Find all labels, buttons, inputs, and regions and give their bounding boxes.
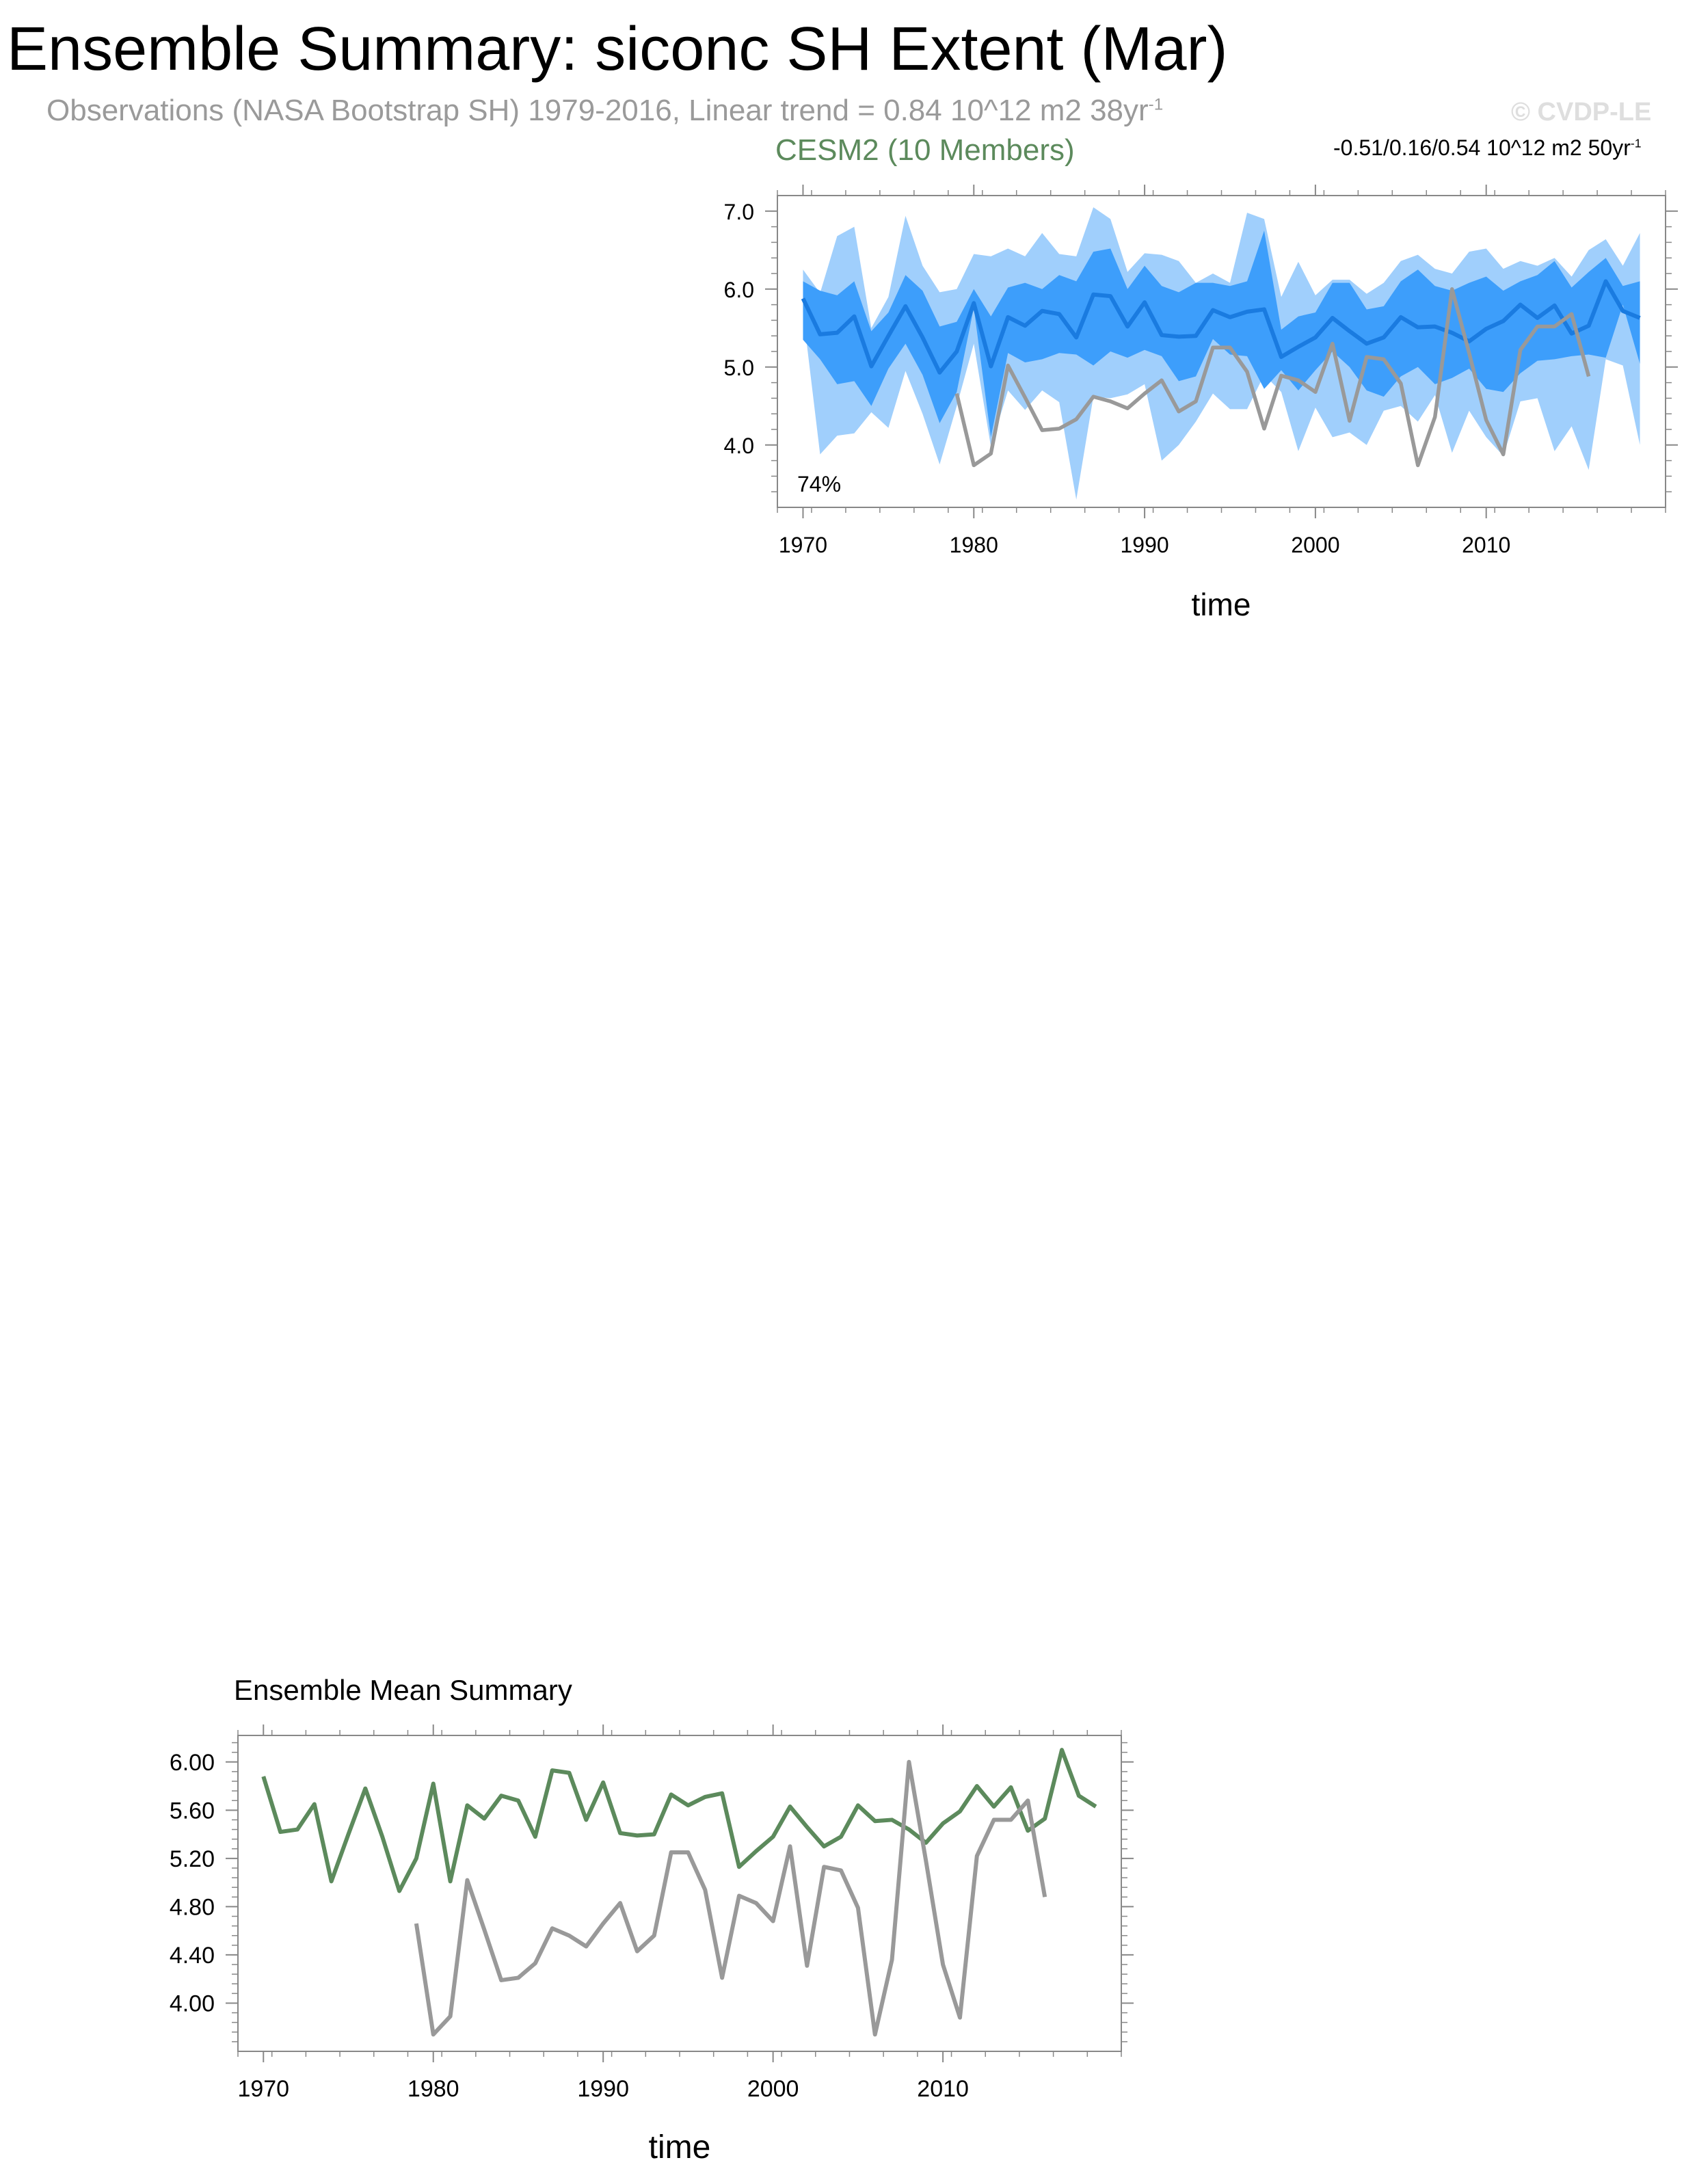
trend-range-text: -0.51/0.16/0.54 10^12 m2 50yr	[1333, 135, 1631, 160]
x-tick-label: 1970	[237, 2076, 290, 2102]
y-tick-label: 4.80	[169, 1894, 215, 1921]
x-tick-label: 1990	[1120, 533, 1169, 557]
x-tick-label: 1970	[778, 533, 828, 557]
x-tick-label: 1980	[407, 2076, 459, 2102]
x-tick-label: 1980	[949, 533, 998, 557]
observations-subtitle-text: Observations (NASA Bootstrap SH) 1979-2016, Linear trend = 0.84 10^12 m2 38yr	[46, 94, 1149, 127]
y-tick-label: 5.60	[169, 1798, 215, 1824]
y-tick-label: 5.20	[169, 1846, 215, 1872]
x-axis-label: time	[1191, 587, 1251, 622]
y-tick-label: 6.00	[169, 1749, 215, 1776]
x-tick-label: 2000	[747, 2076, 799, 2102]
y-tick-label: 4.0	[723, 433, 754, 458]
y-tick-label: 4.40	[169, 1942, 215, 1969]
y-tick-label: 6.0	[723, 277, 754, 302]
y-tick-label: 4.00	[169, 1990, 215, 2017]
cesm2-mean-line	[263, 1750, 1095, 1891]
chart-ensemble-mean-summary	[170, 1724, 1134, 2166]
plot-frame	[238, 1735, 1121, 2051]
y-tick-label: 5.0	[723, 355, 754, 380]
trend-range-exponent: -1	[1630, 136, 1642, 150]
page-title: Ensemble Summary: siconc SH Extent (Mar)	[7, 15, 1228, 83]
ensemble-mean-title: Ensemble Mean Summary	[234, 1674, 572, 1706]
x-tick-label: 2010	[917, 2076, 969, 2102]
observations-line	[416, 1762, 1045, 2035]
x-axis-label: time	[648, 2129, 711, 2166]
observations-subtitle-exponent: -1	[1148, 95, 1164, 114]
x-tick-label: 2010	[1462, 533, 1511, 557]
chart-ensemble-spread	[724, 185, 1678, 622]
y-tick-label: 7.0	[723, 199, 754, 224]
x-tick-label: 2000	[1291, 533, 1340, 557]
percent-label: 74%	[797, 472, 842, 496]
member-panel-title: CESM2 (10 Members)	[775, 133, 1075, 167]
copyright-watermark: © CVDP-LE	[1511, 98, 1652, 126]
x-tick-label: 1990	[577, 2076, 630, 2102]
